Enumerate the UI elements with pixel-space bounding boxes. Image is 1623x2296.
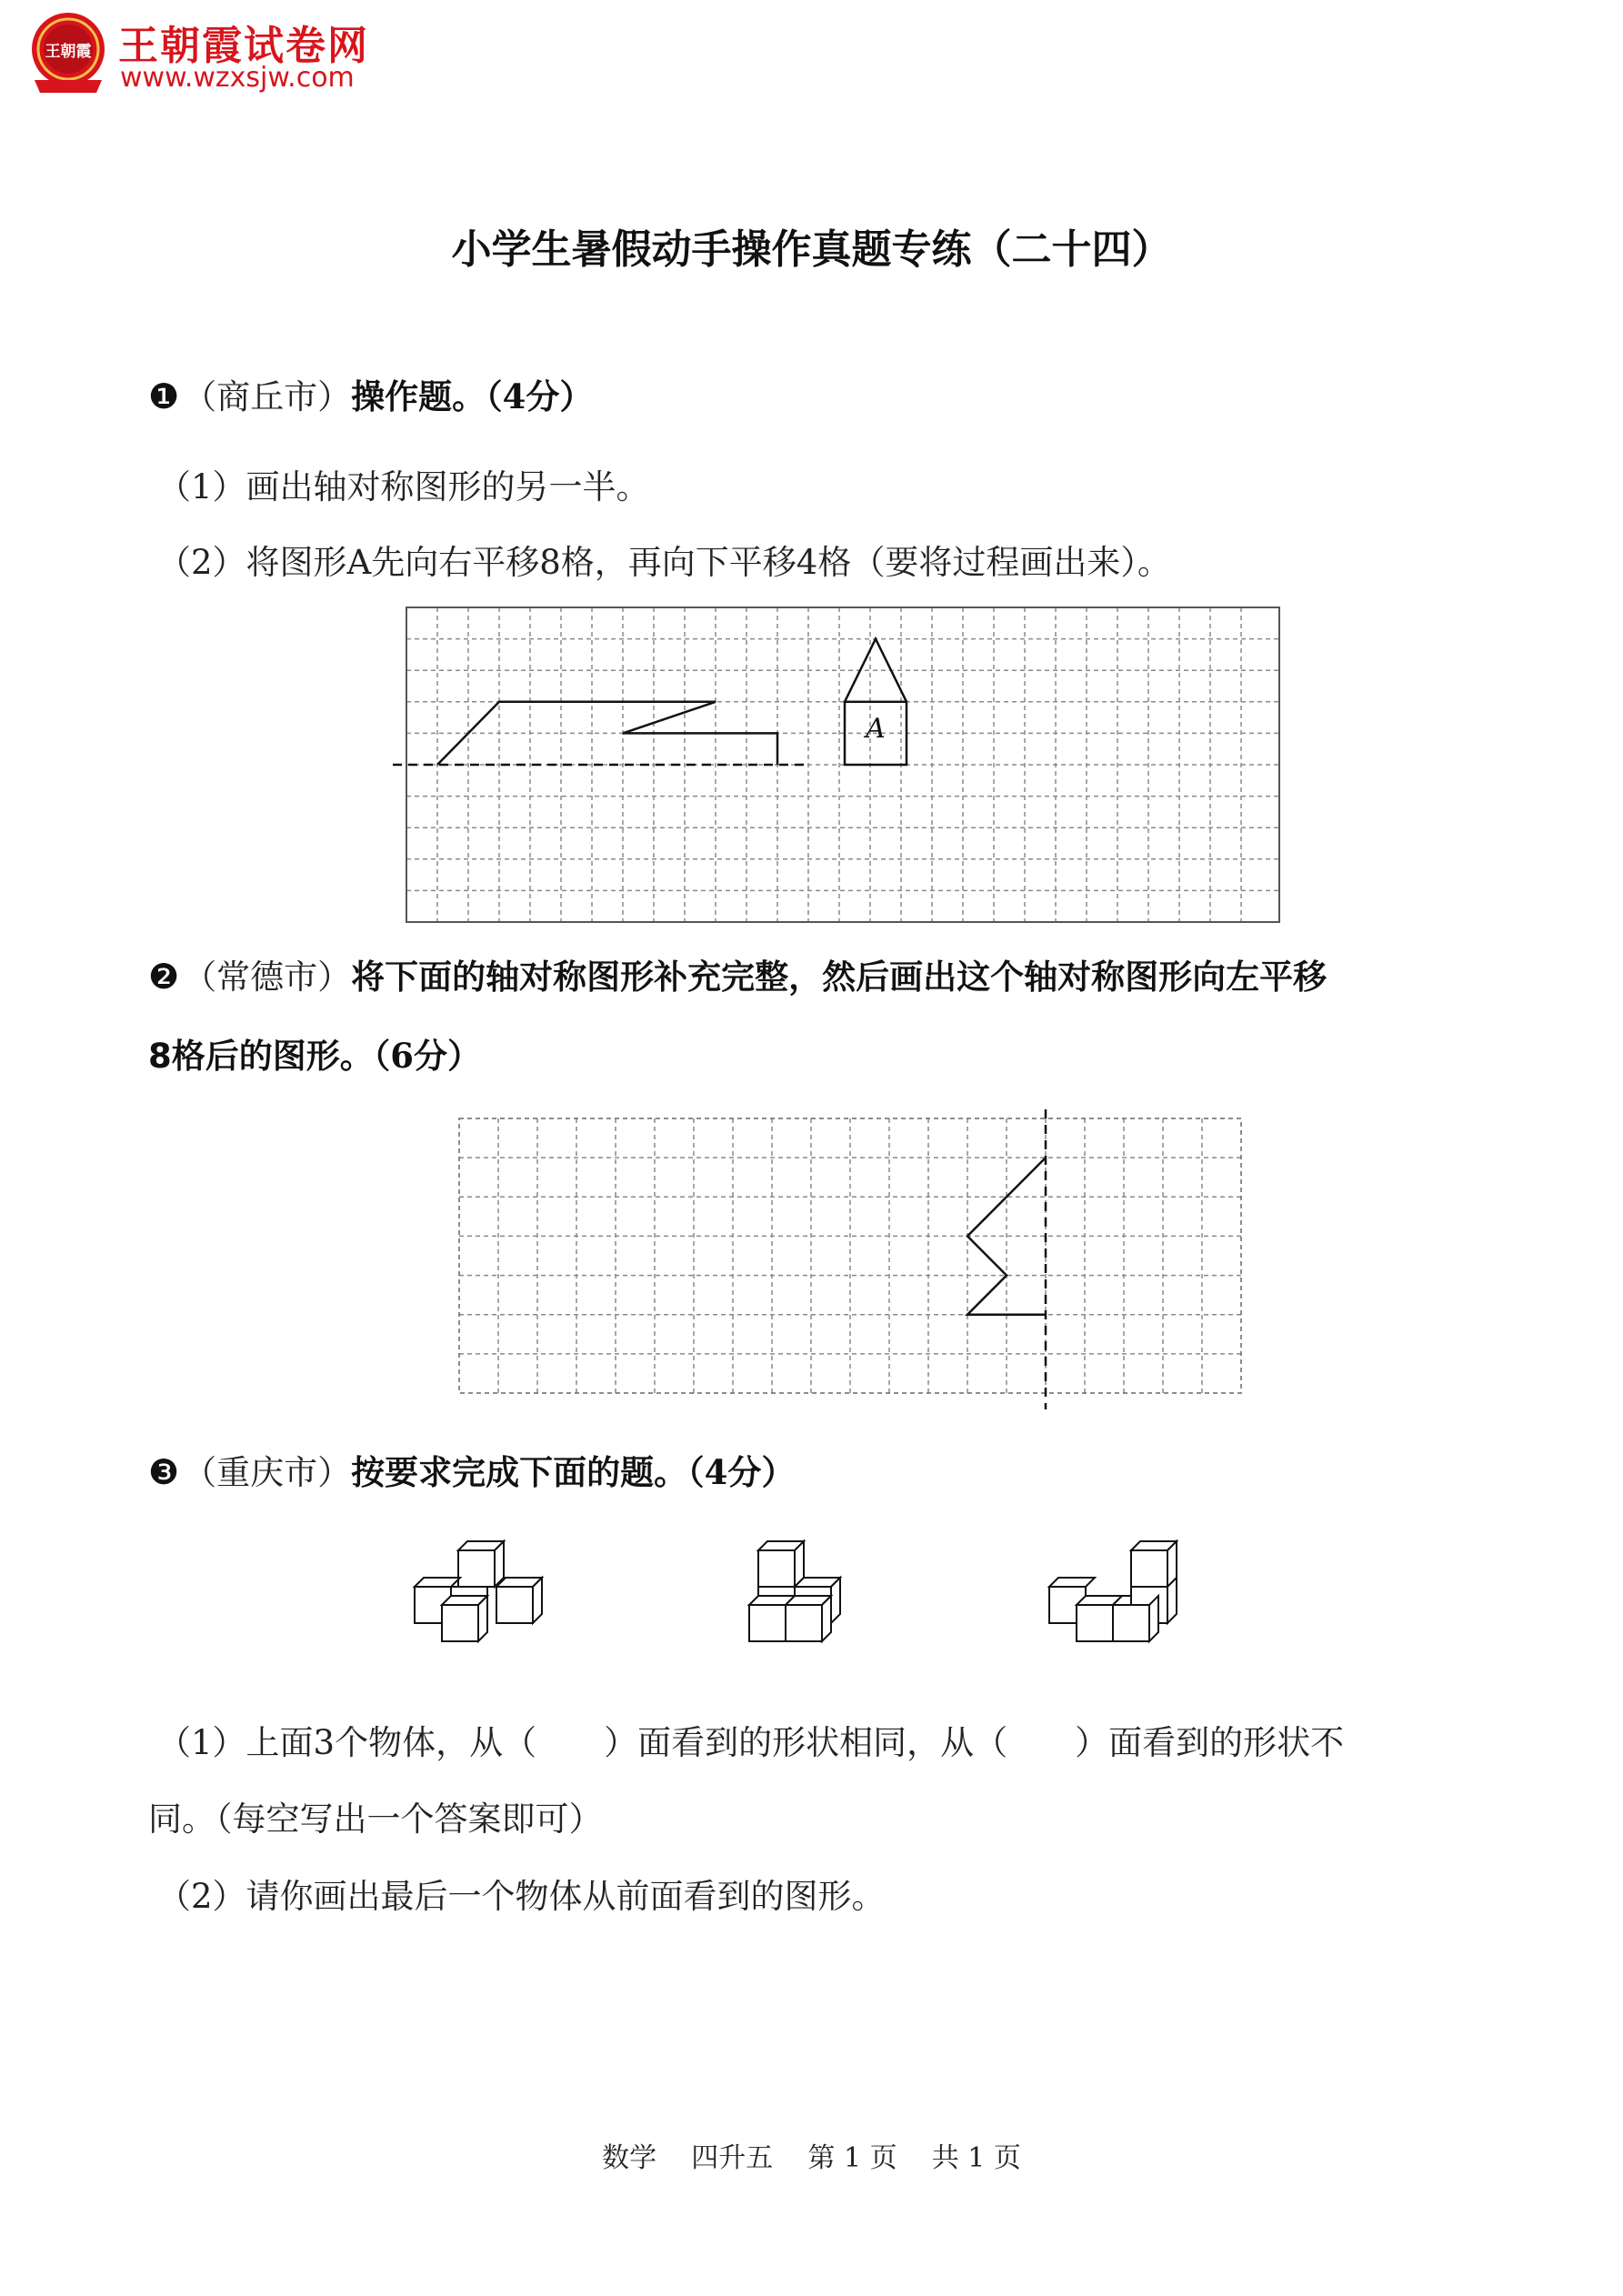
emblem-text: 王朝霞: [45, 43, 92, 61]
question-1-prompt: 操作题。: [351, 377, 486, 416]
footer-total: 共 1 页: [931, 2142, 1021, 2174]
question-1-city: （商丘市）: [183, 377, 352, 416]
question-3-prompt: 按要求完成下面的题。: [351, 1453, 688, 1492]
question-2-heading: [148, 957, 1327, 997]
cube-figure-3: [1044, 1541, 1198, 1659]
cube-figure-1: [409, 1541, 564, 1659]
grid-lines: [459, 1118, 1241, 1393]
footer-grade: 四升五: [691, 2142, 774, 2174]
question-2-score: （6分）: [373, 1036, 481, 1076]
brand-url[interactable]: www.wzxsjw.com: [120, 62, 355, 94]
question-2-city: （常德市）: [183, 958, 352, 997]
question-3-sub-2: （2）请你画出最后一个物体从前面看到的图形。: [157, 1877, 886, 1916]
question-number-2: ❷: [148, 957, 180, 997]
page-title: 小学生暑假动手操作真题专练（二十四）: [451, 226, 1172, 273]
figure-a: [845, 639, 907, 765]
cube-figure-2: [744, 1541, 871, 1659]
question-3-heading: [148, 1452, 796, 1492]
brand-name: 王朝霞试卷网: [118, 23, 369, 69]
footer-subject: 数学: [602, 2142, 657, 2174]
question-1-sub-2: （2）将图形A先向右平移8格，再向下平移4格（要将过程画出来）。: [157, 543, 1171, 582]
question-number-3: ❸: [148, 1452, 180, 1492]
question-1-sub-1: （1）画出轴对称图形的另一半。: [157, 467, 650, 506]
question-3-city: （重庆市）: [183, 1453, 352, 1492]
question-3-sub-1-line-2: 同。（每空写出一个答案即可）: [148, 1800, 603, 1839]
question-3-sub-1-line-1: （1）上面3个物体，从（ ）面看到的形状相同，从（ ）面看到的形状不: [157, 1723, 1345, 1762]
question-2-prompt-line-2: 8格后的图形。: [148, 1037, 374, 1076]
question-number-1: ❶: [148, 376, 180, 416]
footer-page: 第 1 页: [807, 2142, 897, 2174]
question-3-score: （4分）: [687, 1452, 796, 1492]
question-2-grid: [459, 1118, 1241, 1393]
question-1-score: （4分）: [486, 376, 594, 416]
figure-a-label: A: [866, 713, 886, 745]
question-1-grid: [406, 607, 1279, 922]
question-2-heading-line-2: [148, 1036, 481, 1076]
question-2-prompt-line-1: 将下面的轴对称图形补充完整，然后画出这个轴对称图形向左平移: [351, 958, 1327, 997]
question-1-heading: [148, 376, 594, 416]
page-footer: [0, 2135, 1623, 2175]
brand-logo-emblem: [27, 9, 109, 98]
